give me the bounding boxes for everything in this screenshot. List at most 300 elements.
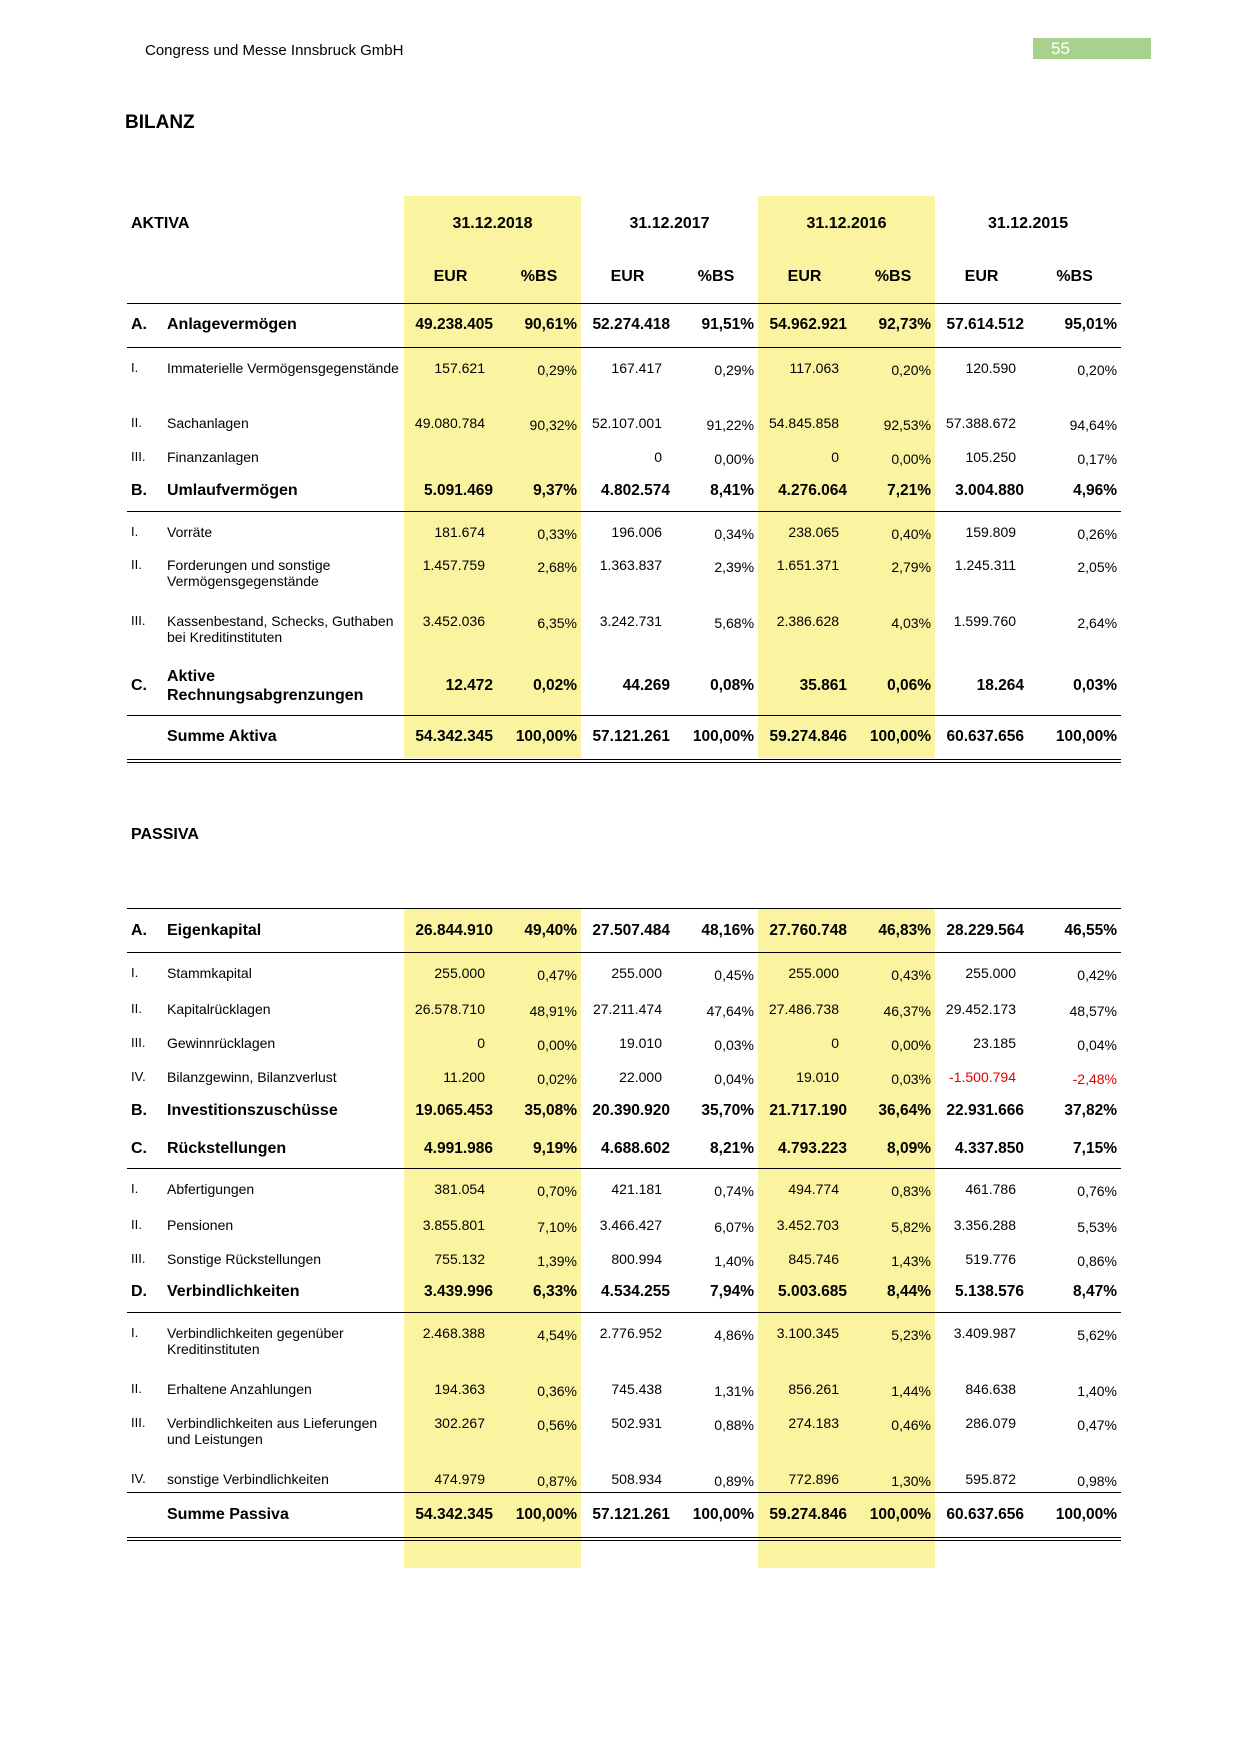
- row-index: II.: [131, 1380, 142, 1396]
- pct-value: 35,08%: [524, 1101, 577, 1119]
- eur-value: 54.342.345: [404, 715, 497, 761]
- row-index: C.: [127, 1131, 163, 1169]
- pct-value: 1,44%: [891, 1382, 931, 1399]
- row-label: Verbindlichkeiten: [163, 1273, 404, 1313]
- col-eur: EUR: [935, 252, 1028, 303]
- pct-value: 2,68%: [537, 559, 578, 575]
- header-company-name: Congress und Messe Innsbruck GmbH: [145, 42, 404, 59]
- eur-value: 238.065: [788, 523, 840, 540]
- eur-value: 22.931.666: [946, 1101, 1024, 1119]
- pct-value: -2,48%: [1072, 1070, 1117, 1087]
- eur-value: 255.000: [611, 965, 662, 981]
- eur-value: 57.614.512: [935, 303, 1028, 347]
- pct-value: 95,01%: [1028, 303, 1121, 347]
- pct-value: 8,47%: [1028, 1273, 1121, 1313]
- aktiva-row: [127, 347, 1121, 403]
- row-index: III.: [131, 1250, 146, 1266]
- eur-value: 494.774: [788, 1181, 839, 1197]
- pct-value: 90,61%: [497, 303, 581, 347]
- pct-value: 0,00%: [891, 1036, 931, 1053]
- aktiva-row: [127, 601, 1121, 657]
- eur-value: 255.000: [788, 965, 839, 981]
- eur-value: 3.466.427: [599, 1216, 662, 1233]
- eur-value: 846.638: [965, 1380, 1016, 1397]
- pct-value: 0,33%: [537, 525, 578, 542]
- passiva-row: [127, 1131, 1121, 1169]
- row-index: C.: [131, 676, 147, 694]
- eur-value: 1.245.311: [954, 557, 1017, 573]
- eur-value: 0: [831, 449, 840, 465]
- col-pct: %BS: [1028, 252, 1121, 303]
- col-eur: EUR: [758, 252, 851, 303]
- pct-value: 8,21%: [674, 1131, 758, 1169]
- pct-value: 1,31%: [714, 1382, 754, 1399]
- eur-value: 755.132: [434, 1250, 485, 1267]
- pct-value: 7,94%: [674, 1273, 758, 1313]
- eur-value: 196.006: [611, 523, 663, 540]
- eur-value: [404, 437, 497, 471]
- eur-value: 3.242.731: [599, 613, 663, 629]
- row-index: III.: [131, 449, 146, 464]
- row-label: Erhaltene Anzahlungen: [167, 1380, 312, 1397]
- passiva-row: [127, 953, 1121, 989]
- pct-value: 0,86%: [1077, 1252, 1117, 1269]
- pct-value: 100,00%: [674, 715, 758, 761]
- eur-value: 5.003.685: [758, 1273, 851, 1313]
- pct-value: 0,88%: [714, 1416, 754, 1433]
- pct-value: 9,19%: [497, 1131, 581, 1169]
- eur-value: 845.746: [788, 1250, 839, 1267]
- row-label: Kapitalrücklagen: [167, 1000, 271, 1017]
- pct-value: 0,02%: [533, 676, 578, 694]
- eur-value: 4.991.986: [404, 1131, 497, 1169]
- passiva-row: [127, 1023, 1121, 1057]
- pct-value: 0,83%: [891, 1183, 931, 1199]
- row-index: III.: [131, 1414, 146, 1430]
- row-label: Verbindlichkeiten gegenüber Kreditinstituten: [167, 1325, 344, 1357]
- pct-value: 35,70%: [701, 1101, 754, 1119]
- pct-value: 91,51%: [674, 303, 758, 347]
- eur-value: 4.276.064: [758, 471, 851, 511]
- pct-value: 0,56%: [537, 1416, 577, 1433]
- pct-value: 6,33%: [497, 1273, 581, 1313]
- pct-value: 0,34%: [714, 525, 755, 542]
- pct-value: 0,26%: [1077, 525, 1118, 542]
- eur-value: 21.717.190: [769, 1101, 847, 1119]
- eur-value: 117.063: [789, 359, 840, 376]
- eur-value: 49.080.784: [414, 415, 485, 431]
- pct-value: 0,02%: [537, 1070, 577, 1087]
- eur-value: 181.674: [434, 523, 485, 540]
- row-index: I.: [131, 965, 139, 980]
- pct-value: 92,53%: [883, 417, 932, 433]
- eur-value: 167.417: [611, 359, 663, 376]
- row-label: Summe Aktiva: [163, 715, 404, 761]
- document-title: BILANZ: [125, 112, 195, 133]
- pct-value: 2,05%: [1077, 559, 1118, 575]
- eur-value: 0: [477, 1034, 485, 1051]
- pct-value: 100,00%: [497, 1493, 581, 1539]
- aktiva-row: [127, 471, 1121, 511]
- date-2017: 31.12.2017: [629, 215, 710, 232]
- pct-value: 4,86%: [714, 1327, 754, 1343]
- row-label: Kassenbestand, Schecks, Guthaben bei Kreditinstituten: [167, 613, 394, 645]
- eur-value: 27.507.484: [581, 909, 674, 953]
- row-label: Finanzanlagen: [167, 449, 259, 465]
- eur-value: 772.896: [788, 1470, 839, 1487]
- pct-value: 8,41%: [674, 471, 758, 511]
- pct-value: 0,03%: [1073, 676, 1118, 694]
- aktiva-row: [127, 303, 1121, 347]
- date-2016: 31.12.2016: [806, 215, 887, 232]
- passiva-heading: PASSIVA: [131, 826, 199, 843]
- pct-value: 0,29%: [537, 361, 578, 378]
- pct-value: 0,87%: [537, 1472, 577, 1489]
- eur-value: 0: [654, 449, 663, 465]
- col-pct: %BS: [497, 252, 581, 303]
- pct-value: 0,03%: [891, 1070, 931, 1087]
- row-label: Anlagevermögen: [163, 303, 404, 347]
- eur-value: 4.337.850: [935, 1131, 1028, 1169]
- eur-value: 4.793.223: [758, 1131, 851, 1169]
- pct-value: 0,04%: [714, 1070, 754, 1087]
- row-index: [127, 1493, 163, 1539]
- aktiva-heading: AKTIVA: [131, 215, 190, 232]
- row-label: Forderungen und sonstige Vermögensgegenstände: [167, 557, 331, 589]
- eur-value: 3.100.345: [776, 1325, 839, 1341]
- pct-value: 8,44%: [851, 1273, 935, 1313]
- pct-value: 100,00%: [851, 715, 935, 761]
- pct-value: 6,07%: [714, 1218, 754, 1235]
- eur-value: 800.994: [611, 1250, 662, 1267]
- pct-value: 5,53%: [1077, 1218, 1117, 1235]
- page-number-badge: 55: [1033, 38, 1151, 59]
- col-eur: EUR: [404, 252, 497, 303]
- eur-value: 18.264: [976, 676, 1025, 694]
- passiva-row: [127, 1273, 1121, 1313]
- aktiva-row: [127, 715, 1121, 761]
- row-index: IV.: [131, 1068, 146, 1084]
- pct-value: 92,73%: [851, 303, 935, 347]
- pct-value: 46,37%: [883, 1002, 931, 1019]
- eur-value: 57.121.261: [581, 715, 674, 761]
- eur-value: 26.578.710: [414, 1000, 485, 1017]
- eur-value: 28.229.564: [935, 909, 1028, 953]
- eur-value: 29.452.173: [945, 1000, 1016, 1017]
- eur-value: 59.274.846: [758, 715, 851, 761]
- eur-value: 856.261: [788, 1380, 839, 1397]
- row-index: II.: [131, 415, 142, 430]
- eur-value: 3.439.996: [404, 1273, 497, 1313]
- row-label: Investitionszuschüsse: [167, 1101, 338, 1119]
- eur-value: 59.274.846: [758, 1493, 851, 1539]
- row-index: I.: [131, 1181, 139, 1196]
- eur-value: 421.181: [611, 1181, 662, 1197]
- eur-value: 1.363.837: [599, 557, 663, 573]
- eur-value: 57.121.261: [581, 1493, 674, 1539]
- pct-value: 0,42%: [1077, 967, 1117, 983]
- pct-value: 0,47%: [537, 967, 577, 983]
- passiva-row: [127, 1169, 1121, 1205]
- eur-value: 255.000: [434, 965, 485, 981]
- pct-value: 1,40%: [1077, 1382, 1117, 1399]
- eur-value: 381.054: [434, 1181, 485, 1197]
- row-label: Aktive Rechnungsabgrenzungen: [167, 667, 364, 704]
- row-label: Pensionen: [167, 1216, 234, 1233]
- pct-value: 0,47%: [1077, 1416, 1117, 1433]
- pct-value: 2,39%: [714, 559, 755, 575]
- pct-value: 46,83%: [851, 909, 935, 953]
- pct-value: 9,37%: [497, 471, 581, 511]
- eur-value: 519.776: [965, 1250, 1016, 1267]
- eur-value: 3.855.801: [422, 1216, 485, 1233]
- eur-value: 23.185: [973, 1034, 1016, 1051]
- eur-value: 3.452.036: [422, 613, 485, 629]
- pct-value: 1,30%: [891, 1472, 931, 1489]
- eur-value: 5.091.469: [404, 471, 497, 511]
- eur-value: 20.390.920: [592, 1101, 670, 1119]
- pct-value: 46,55%: [1028, 909, 1121, 953]
- row-index: B.: [127, 471, 163, 511]
- eur-value: 2.776.952: [599, 1325, 662, 1341]
- row-label: Verbindlichkeiten aus Lieferungen und Leistungen: [167, 1414, 378, 1447]
- aktiva-table: [127, 196, 1121, 763]
- eur-value: 27.760.748: [758, 909, 851, 953]
- row-label: Eigenkapital: [163, 909, 404, 953]
- pct-value: 0,20%: [1077, 361, 1118, 378]
- row-index: A.: [127, 909, 163, 953]
- pct-value: 0,00%: [891, 451, 932, 467]
- eur-value: 54.845.858: [768, 415, 840, 431]
- eur-value: 3.004.880: [935, 471, 1028, 511]
- row-index: I.: [131, 1325, 139, 1340]
- eur-value: 286.079: [965, 1414, 1016, 1431]
- pct-value: 48,16%: [674, 909, 758, 953]
- passiva-row: [127, 909, 1121, 953]
- eur-value: 26.844.910: [404, 909, 497, 953]
- passiva-row: [127, 1493, 1121, 1539]
- eur-value: 54.962.921: [758, 303, 851, 347]
- pct-value: 0,70%: [537, 1183, 577, 1199]
- eur-value: 57.388.672: [945, 415, 1017, 431]
- pct-value: 2,79%: [891, 559, 932, 575]
- eur-value: 595.872: [965, 1470, 1016, 1487]
- aktiva-row: [127, 511, 1121, 545]
- eur-value: 3.409.987: [953, 1325, 1016, 1341]
- row-index: A.: [127, 303, 163, 347]
- eur-value: 4.534.255: [581, 1273, 674, 1313]
- pct-value: 6,35%: [537, 615, 578, 631]
- eur-value: 19.010: [619, 1034, 662, 1051]
- passiva-row: [127, 1239, 1121, 1273]
- pct-value: 100,00%: [1028, 715, 1121, 761]
- eur-value: 44.269: [622, 676, 671, 694]
- pct-value: 0,04%: [1077, 1036, 1117, 1053]
- eur-value: 474.979: [434, 1470, 485, 1487]
- eur-value: -1.500.794: [949, 1068, 1016, 1085]
- pct-value: 5,68%: [714, 615, 755, 631]
- pct-value: 100,00%: [674, 1493, 758, 1539]
- pct-value: 0,89%: [714, 1472, 754, 1489]
- row-index: III.: [131, 613, 146, 628]
- passiva-row: [127, 989, 1121, 1023]
- passiva-row: [127, 1313, 1121, 1369]
- pct-value: 0,00%: [714, 451, 755, 467]
- eur-value: 11.200: [443, 1068, 485, 1085]
- row-label: sonstige Verbindlichkeiten: [167, 1470, 329, 1487]
- row-index: IV.: [131, 1470, 146, 1486]
- row-index: D.: [127, 1273, 163, 1313]
- eur-value: 12.472: [445, 676, 493, 694]
- eur-value: 461.786: [965, 1181, 1016, 1197]
- aktiva-row: [127, 657, 1121, 715]
- pct-value: 0,45%: [714, 967, 754, 983]
- pct-value: 94,64%: [1069, 417, 1118, 433]
- eur-value: 4.802.574: [581, 471, 674, 511]
- eur-value: 0: [831, 1034, 839, 1051]
- eur-value: 1.651.371: [776, 557, 840, 573]
- passiva-table: [127, 908, 1121, 1541]
- row-label: Vorräte: [167, 523, 213, 540]
- eur-value: 105.250: [965, 449, 1017, 465]
- row-index: I.: [131, 359, 139, 375]
- row-label: Rückstellungen: [163, 1131, 404, 1169]
- eur-value: 120.590: [965, 359, 1017, 376]
- pct-value: 2,64%: [1077, 615, 1118, 631]
- eur-value: 1.599.760: [953, 613, 1017, 629]
- pct-value: 1,40%: [714, 1252, 754, 1269]
- passiva-row: [127, 1403, 1121, 1459]
- eur-value: 1.457.759: [422, 557, 485, 573]
- pct-value: 0,98%: [1077, 1472, 1117, 1489]
- eur-value: 745.438: [611, 1380, 662, 1397]
- eur-value: 54.342.345: [404, 1493, 497, 1539]
- pct-value: 100,00%: [851, 1493, 935, 1539]
- eur-value: 52.107.001: [591, 415, 663, 431]
- eur-value: 60.637.656: [935, 1493, 1028, 1539]
- eur-value: 3.356.288: [953, 1216, 1016, 1233]
- eur-value: 274.183: [788, 1414, 839, 1431]
- row-index: III.: [131, 1034, 146, 1050]
- eur-value: 60.637.656: [935, 715, 1028, 761]
- row-index: B.: [131, 1101, 147, 1119]
- pct-value: 5,23%: [891, 1327, 931, 1343]
- pct-value: 0,08%: [710, 676, 755, 694]
- date-2015: 31.12.2015: [988, 215, 1069, 232]
- col-pct: %BS: [851, 252, 935, 303]
- row-label: Umlaufvermögen: [163, 471, 404, 511]
- row-label: Stammkapital: [167, 965, 252, 981]
- eur-value: 19.010: [796, 1068, 839, 1085]
- eur-value: 502.931: [611, 1414, 662, 1431]
- pct-value: 0,29%: [714, 361, 755, 378]
- pct-value: 0,74%: [714, 1183, 754, 1199]
- col-eur: EUR: [581, 252, 674, 303]
- col-pct: %BS: [674, 252, 758, 303]
- row-label: Bilanzgewinn, Bilanzverlust: [167, 1068, 337, 1085]
- eur-value: 302.267: [434, 1414, 485, 1431]
- pct-value: 100,00%: [1028, 1493, 1121, 1539]
- pct-value: 0,17%: [1077, 451, 1118, 467]
- pct-value: 4,96%: [1028, 471, 1121, 511]
- pct-value: 0,40%: [891, 525, 932, 542]
- eur-value: 27.486.738: [768, 1000, 839, 1017]
- pct-value: 7,15%: [1028, 1131, 1121, 1169]
- eur-value: 35.861: [799, 676, 848, 694]
- aktiva-row: [127, 545, 1121, 601]
- pct-value: [497, 437, 581, 471]
- pct-value: 48,91%: [529, 1002, 577, 1019]
- date-2018: 31.12.2018: [452, 215, 533, 232]
- pct-value: 5,62%: [1077, 1327, 1117, 1343]
- eur-value: 5.138.576: [935, 1273, 1028, 1313]
- pct-value: 91,22%: [706, 417, 755, 433]
- eur-value: 157.621: [434, 359, 485, 376]
- passiva-row: [127, 1091, 1121, 1131]
- eur-value: 159.809: [965, 523, 1017, 540]
- pct-value: 4,03%: [891, 615, 932, 631]
- eur-value: 508.934: [611, 1470, 662, 1487]
- eur-value: 52.274.418: [581, 303, 674, 347]
- aktiva-row: [127, 437, 1121, 471]
- row-label: Immaterielle Vermögensgegenstände: [167, 359, 399, 376]
- row-label: Sonstige Rückstellungen: [167, 1250, 322, 1267]
- eur-value: 255.000: [965, 965, 1016, 981]
- pct-value: 7,10%: [537, 1218, 577, 1235]
- row-label: Summe Passiva: [163, 1493, 404, 1539]
- pct-value: 90,32%: [529, 417, 578, 433]
- eur-value: 2.468.388: [422, 1325, 485, 1341]
- eur-value: 19.065.453: [415, 1101, 493, 1119]
- passiva-row: [127, 1459, 1121, 1493]
- row-label: Gewinnrücklagen: [167, 1034, 276, 1051]
- pct-value: 1,39%: [537, 1252, 577, 1269]
- pct-value: 0,00%: [537, 1036, 577, 1053]
- eur-value: 22.000: [619, 1068, 662, 1085]
- pct-value: 0,36%: [537, 1382, 577, 1399]
- pct-value: 48,57%: [1069, 1002, 1117, 1019]
- pct-value: 8,09%: [851, 1131, 935, 1169]
- pct-value: 0,76%: [1077, 1183, 1117, 1199]
- eur-value: 27.211.474: [592, 1000, 662, 1017]
- pct-value: 37,82%: [1064, 1101, 1117, 1119]
- passiva-row: [127, 1205, 1121, 1239]
- row-label: Sachanlagen: [167, 415, 249, 431]
- row-index: [127, 715, 163, 761]
- row-index: I.: [131, 523, 139, 539]
- pct-value: 0,06%: [887, 676, 932, 694]
- eur-value: 3.452.703: [776, 1216, 839, 1233]
- passiva-row: [127, 1057, 1121, 1091]
- eur-value: 2.386.628: [776, 613, 840, 629]
- pct-value: 47,64%: [706, 1002, 754, 1019]
- pct-value: 1,43%: [891, 1252, 931, 1269]
- pct-value: 0,03%: [714, 1036, 754, 1053]
- pct-value: 0,43%: [891, 967, 931, 983]
- pct-value: 7,21%: [851, 471, 935, 511]
- row-index: II.: [131, 1216, 142, 1232]
- eur-value: 194.363: [434, 1380, 485, 1397]
- pct-value: 5,82%: [891, 1218, 931, 1235]
- pct-value: 36,64%: [878, 1101, 931, 1119]
- passiva-row: [127, 1369, 1121, 1403]
- row-index: II.: [131, 1000, 142, 1016]
- row-index: II.: [131, 557, 142, 572]
- row-label: Abfertigungen: [167, 1181, 255, 1197]
- eur-value: 49.238.405: [404, 303, 497, 347]
- pct-value: 49,40%: [497, 909, 581, 953]
- pct-value: 100,00%: [497, 715, 581, 761]
